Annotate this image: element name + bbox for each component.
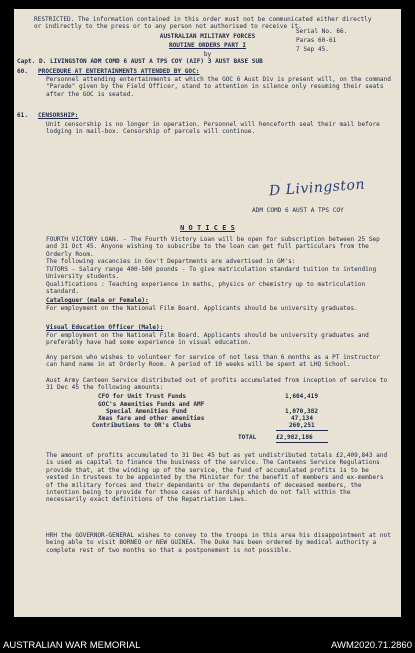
serial-number: Serial No. 66. [296,28,348,35]
vacancies-intro: The following vacancies in Gov't Departments are advertised in GM's: [46,258,296,265]
total-amount: £2,982,186 [276,434,313,441]
victory-loan-notice: FOURTH VICTORY LOAN. - The Fourth Victory Loan will be open for subscription between 25 Sep and 31 Oct 45. Anyone wishing to subscribe to the loan can get full particulars from the Orderly Room. [46,236,380,258]
fund-row-4-amount: 47,134 [291,415,314,422]
fund-row-5-name: Contributions to OR's Clubs [92,422,192,429]
archive-id: AWM2020.71.2860 [331,640,412,651]
tutors-vacancy: TUTORS - Salary range 400-500 pounds - To give matriculation standard tuition to intending University students. [46,266,377,281]
profits-notice: The amount of profits accumulated to 31 Dec 45 but as yet undistributed totals £2,409,843 and is used as capital to finance the business of the service. The Canteens Service Regulations provide that, at the winding up of the service, the fund of accumulated profits is to be vested in trustees to be appointed by the Minister for the benefit of members and ex-members of the military forces and their dependants or the dependants of deceased members, the intention being to provide for those cases of hardship which do not fall within the necessarily exact definitions of the Repatriation Laws. [46,452,388,504]
paras-range: Paras 60-61 [296,37,337,44]
orders-title: ROUTINE ORDERS PART I [168,42,247,49]
order-61-body: Unit censorship is no longer in operation. Personnel will henceforth seal their mail before lodging in mail-box. Censorship of parcels will continue. [46,121,380,136]
by-line: by [203,51,212,58]
tutors-qualifications: Qualifications : Teaching experience in maths, physics or chemistry up to matriculation standard. [46,281,366,296]
order-61-heading: CENSORSHIP: [38,112,79,119]
fund-row-1-name: CFO for Unit Trust Funds [98,393,187,400]
governor-general-notice: HRH the GOVERNOR-GENERAL wishes to convey to the troops in this area his disappointment at not being able to visit BORNEO or NEW GUINEA. The Duke has been ordered by medical authority a complete rest of two months so that a postponement is not possible. [46,532,391,554]
total-rule-top [276,430,328,431]
canteen-notice: Aust Army Canteen Service distributed out of profits accumulated from inception of service to 31 Dec 45 the following amounts: [46,377,388,392]
order-60-heading: PROCEDURE AT ENTERTAINMENTS ATTENDED BY GOC: [38,68,200,75]
cataloguer-heading: Cataloguer (male or Female): [46,297,149,304]
archive-footer [0,620,415,653]
order-61-number: 61. [17,112,29,119]
force-name: AUSTRALIAN MILITARY FORCES [159,33,256,40]
signature-caption: ADM COMD 6 AUST A TPS COY [252,207,344,214]
visual-officer-heading: Visual Education Officer (Male): [46,324,164,331]
order-60-number: 60. [17,68,29,75]
fund-row-5-amount: 260,251 [289,422,315,429]
fund-row-3-amount: 1,070,382 [285,408,319,415]
order-date: 7 Sep 45. [296,46,330,53]
visual-officer-body: For employment on the National Film Board. Applicants should be university graduates and preferably have had some experience in visual education. [46,332,369,347]
document-page [14,9,401,617]
restriction-notice: RESTRICTED. The information contained in this order must not be communicated either directly or indirectly to the press or to any person not authorised to receive it. [34,16,372,31]
pt-instructor-notice: Any person who wishes to volunteer for service of not less than 6 months as a PT instructor can hand name in at Orderly Room. A period of 10 weeks will be spent at LHQ School. [46,354,380,369]
cataloguer-body: For employment on the National Film Board. Applicants should be university graduates. [46,305,358,312]
fund-row-3-name: Special Amenities Fund [106,408,187,415]
total-label: TOTAL [238,434,257,441]
signature: D Livingston [268,176,366,200]
fund-row-4-name: Xmas fare and other amenities [98,415,205,422]
archive-name: AUSTRALIAN WAR MEMORIAL [3,640,141,651]
order-60-body: Personnel attending entertainments at which the GOC 6 Aust Div is present will, on the command "Parade" given by the Field Officer, stand to attention in silence only resuming their seats after the GOC is seated. [46,76,391,98]
notices-heading: N O T I C E S [180,224,235,232]
fund-row-2-name: GOC's Amenities Funds and AMF [98,401,205,408]
fund-row-1-amount: 1,604,419 [285,393,319,400]
total-rule-bottom [276,442,328,443]
officer-line: Capt. D. LIVINGSTON ADM COMD 6 AUST A TPS COY (AIF) 3 AUST BASE SUB [17,58,263,65]
